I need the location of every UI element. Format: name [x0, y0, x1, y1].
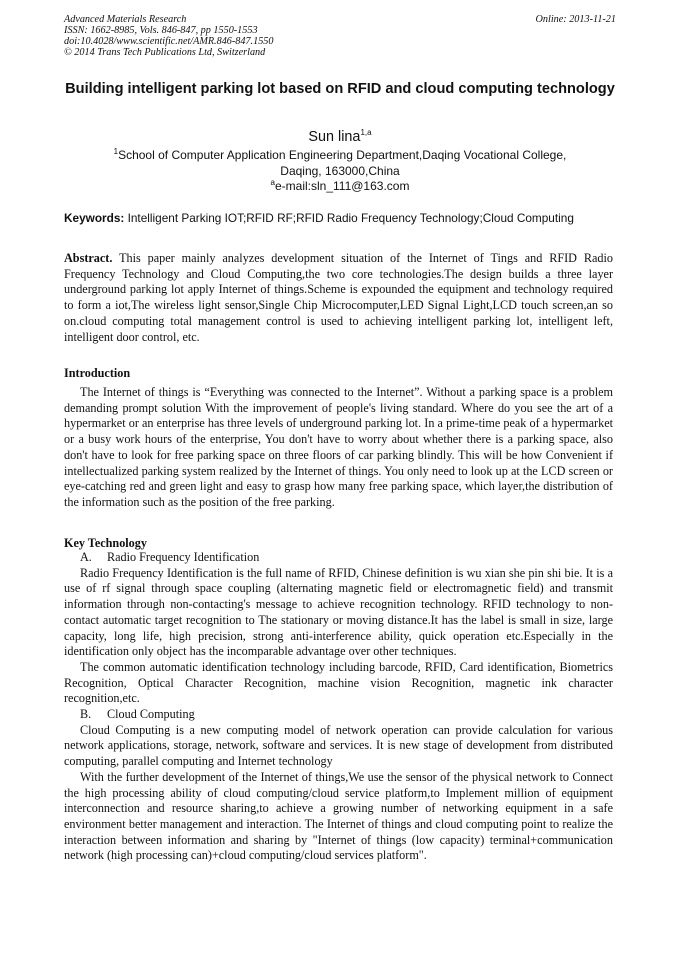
paper-title: Building intelligent parking lot based on RFID and cloud computing technology: [65, 81, 615, 97]
journal-name: Advanced Materials Research: [64, 14, 187, 25]
email-address: e-mail:sln_111@163.com: [274, 179, 410, 193]
abstract: [64, 251, 613, 345]
affiliation-line-2: Daqing, 163000,China: [280, 163, 400, 178]
keywords-label: Keywords:: [64, 211, 125, 225]
affiliation-superscript: 1: [113, 147, 119, 156]
email-line: [60, 179, 620, 195]
affiliation-block: [60, 148, 620, 195]
introduction-paragraph: The Internet of things is “Everything was connected to the Internet”. Without a parking space is a problem demanding prompt solution With the improvement of people's living standard. Where do you see the art of a hypermarket or an enterprise has three levels of underground parking lot. In a prime-time peak of a hypermarket or a busy work hours of the enterprise, You don't have to worry about whether there is a parking space, also don't have to look for free parking space on three floors of car parking blindly. This will be how Convenient if intellectualized parking system realized by the Internet of things. You only need to look up at the LCD screen or eye-catching red and green light and easy to grasp how many free parking space, which layer,the distribution of the information such as the position of the free parking.: [64, 385, 613, 509]
key-technology-section: [64, 550, 613, 864]
keywords: [64, 211, 624, 226]
cloud-paragraph-2: With the further development of the Internet of things,We use the sensor of the physical network to Connect the high processing ability of cloud computing/cloud service platform,to Implement million of equipment interconnection and resource sharing,to achieve a growing number of networking equipment in a safe environment better management and interaction. The Internet of things and cloud computing point to realize the interaction between information and sharing by "Internet of things (low capacity) terminal+communication network (high processing can)+cloud computing/cloud services platform".: [64, 769, 613, 863]
key-technology-heading: Key Technology: [64, 536, 147, 550]
subsection-a-heading: A. Radio Frequency Identification: [80, 550, 260, 564]
issn-line: ISSN: 1662-8985, Vols. 846-847, pp 1550-1553: [64, 25, 258, 36]
doi-line: doi:10.4028/www.scientific.net/AMR.846-847.1550: [64, 36, 274, 47]
online-date: Online: 2013-11-21: [535, 14, 616, 25]
abstract-text: This paper mainly analyzes development situation of the Internet of Tings and RFID Radio Frequency Technology and Cloud Computing,the two core technologies.The design builds a three layer underground parking lot apply Internet of things.Scheme is expounded the equipment and technology required to form a iot,The wireless light sensor,Single Chip Microcomputer,LED Signal Light,LCD touch screen,an so on.cloud computing total management control is used to achieving intelligent parking lot, intelligent left, intelligent door control, etc.: [64, 251, 613, 344]
subsection-b-heading: B. Cloud Computing: [80, 707, 195, 722]
author-superscript: 1,a: [360, 128, 372, 138]
author-name: Sun lina: [308, 129, 361, 145]
keywords-text: Intelligent Parking IOT;RFID RF;RFID Radio Frequency Technology;Cloud Computing: [127, 211, 574, 225]
copyright-line: © 2014 Trans Tech Publications Ltd, Switzerland: [64, 47, 266, 58]
introduction-heading: Introduction: [64, 366, 131, 380]
author-line: [60, 128, 620, 146]
introduction-section: [64, 385, 613, 511]
rfid-paragraph-2: The common automatic identification technology including barcode, RFID, Card identification, Biometrics Recognition, Optical Character Recognition, machine vision Recognition, magnetic ink character recognition,etc.: [64, 659, 613, 706]
cloud-paragraph-1: Cloud Computing is a new computing model of network operation can provide calculation for various network applications, storage, network, software and services. It is new stage of development from distributed computing, parallel computing and Internet technology: [64, 722, 613, 769]
email-superscript: a: [270, 178, 275, 187]
rfid-paragraph-1: Radio Frequency Identification is the full name of RFID, Chinese definition is wu xian she pin shi bie. It is a use of rf signal through space coupling (alternating magnetic field or electromagnetic field) and transmit information through non-contacting's message to achieve recognition technology. RFID technology to non-contact automatic target recognition to The stationary or moving distance.It has the label is small in size, large capacity, long life, high precision, strong anti-interference ability, quick operation etc.Especially in the identification only object has the incomparable advantage over other techniques.: [64, 565, 613, 659]
abstract-label: Abstract.: [64, 251, 113, 265]
affiliation-line-1: $^1$School of Computer Application Engineering Department,Daqing Vocational College,: [113, 147, 567, 162]
publication-header: [64, 14, 616, 58]
